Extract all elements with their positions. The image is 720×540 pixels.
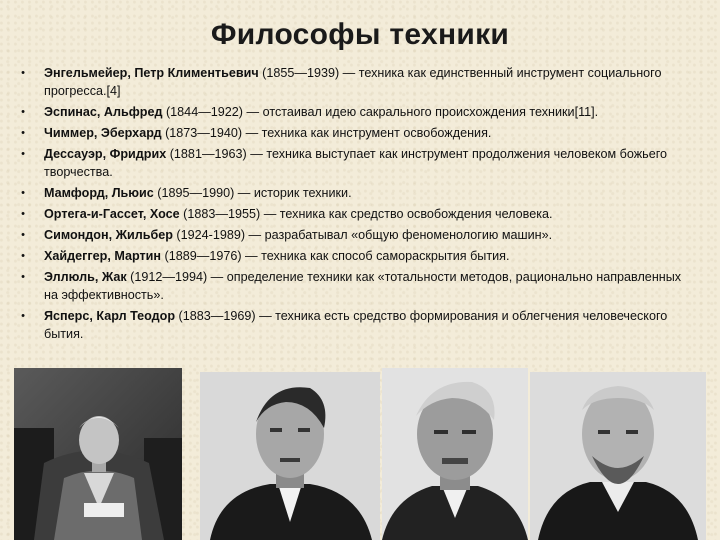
philosopher-name: Эспинас, Альфред [44,105,163,119]
philosopher-desc: (1912—1994) — определение техники как «тотальности методов, рационально направленных на эффективность». [44,270,682,302]
philosopher-name: Ортега-и-Гассет, Хосе [44,207,180,221]
portrait-photo-1 [14,368,182,540]
list-item [16,64,684,100]
bullet: • [21,310,25,322]
list-item [16,184,684,202]
philosophers-list [16,64,684,346]
philosopher-name: Хайдеггер, Мартин [44,249,162,263]
philosopher-desc: (1895—1990) — историк техники. [153,186,352,200]
bullet: • [21,106,25,118]
bullet: • [21,250,25,262]
philosopher-desc: (1883—1955) — техника как средство освобождения человека. [179,207,553,221]
list-item [16,247,684,265]
list-item [16,268,684,304]
bullet: • [21,271,25,283]
portrait-photo-3 [382,368,528,540]
bullet: • [21,127,25,139]
philosopher-name: Чиммер, Эберхард [44,126,162,140]
bullet: • [21,67,25,79]
bullet: • [21,187,25,199]
list-item [16,307,684,343]
bullet: • [21,148,25,160]
philosopher-name: Энгельмейер, Петр Климентьевич [44,66,259,80]
portrait-photo-2 [200,372,380,540]
bullet: • [21,208,25,220]
list-item [16,103,684,121]
slide-title: Философы техники [210,18,510,51]
list-item [16,205,684,223]
philosopher-desc: (1924-1989) — разрабатывал «общую феноменологию машин». [172,228,553,242]
philosopher-name: Симондон, Жильбер [44,228,173,242]
bullet: • [21,229,25,241]
list-item [16,226,684,244]
philosopher-desc: (1881—1963) — техника выступает как инструмент продолжения человеком божьего творчества. [44,147,668,179]
philosopher-name: Эллюль, Жак [44,270,127,284]
philosopher-desc: (1855—1939) — техника как единственный инструмент социального прогресса.[4] [44,66,662,98]
philosopher-name: Мамфорд, Льюис [44,186,154,200]
philosopher-name: Ясперс, Карл Теодор [44,309,176,323]
portrait-photo-4 [530,372,706,540]
philosopher-desc: (1889—1976) — техника как способ самораскрытия бытия. [161,249,510,263]
list-item [16,124,684,142]
portrait-gallery [0,368,720,540]
philosopher-name: Дессауэр, Фридрих [44,147,167,161]
philosopher-desc: (1873—1940) — техника как инструмент освобождения. [161,126,492,140]
philosopher-desc: (1844—1922) — отстаивал идею сакрального происхождения техники[11]. [162,105,599,119]
philosopher-desc: (1883—1969) — техника есть средство формирования и облегчения человеческого бытия. [44,309,668,341]
list-item [16,145,684,181]
